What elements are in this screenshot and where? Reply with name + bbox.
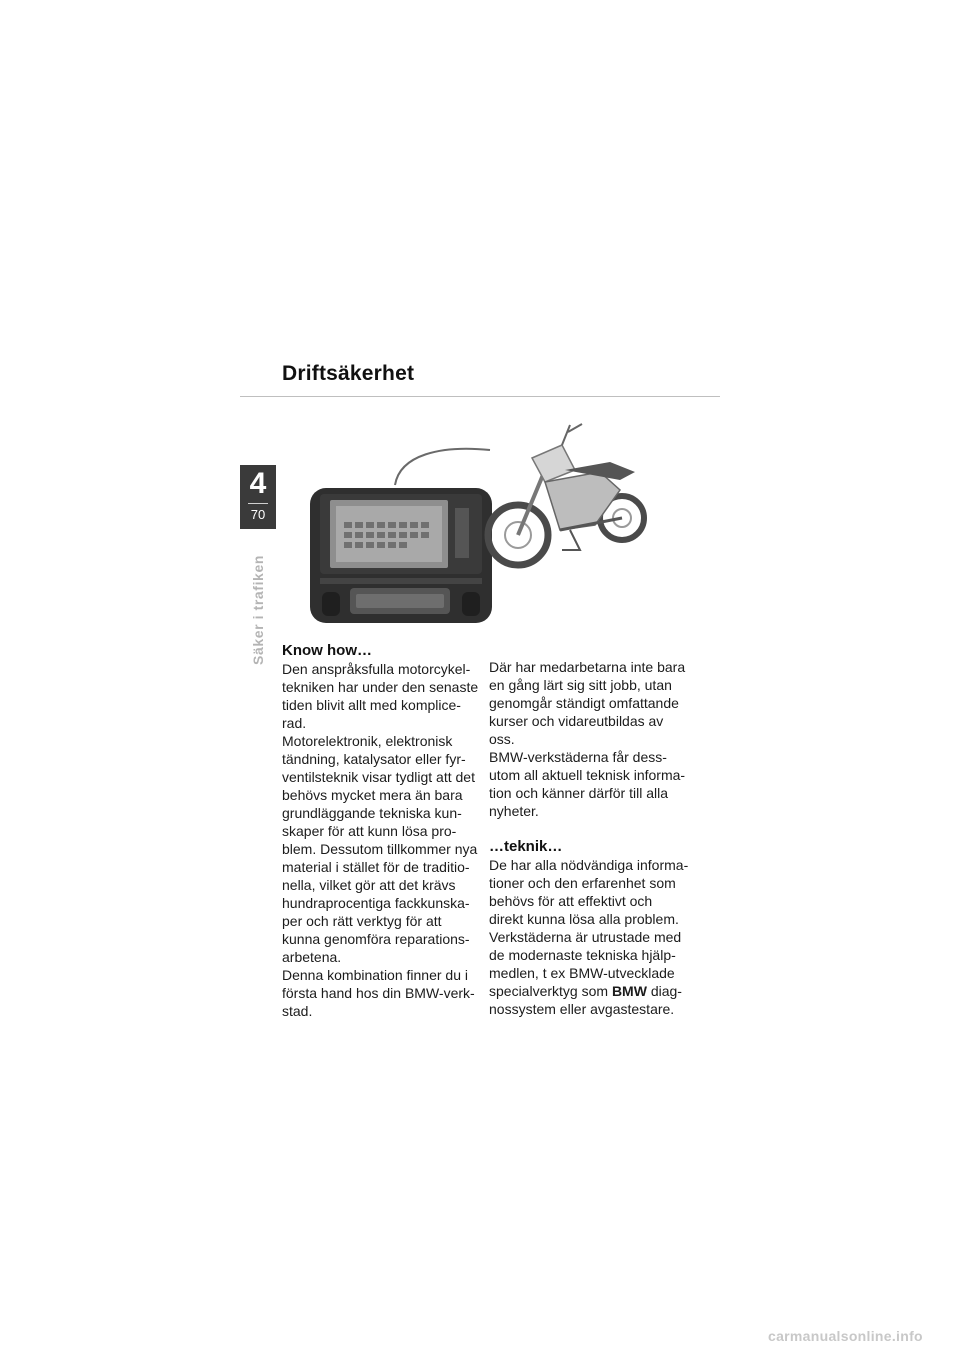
right-column — [489, 658, 689, 1018]
illustration-diagnostic-and-motorcycle — [300, 410, 660, 625]
left-line: arbetena. — [282, 949, 342, 965]
chapter-number: 4 — [249, 467, 267, 500]
left-line: nella, vilket gör att det krävs — [282, 877, 456, 893]
left-line: första hand hos din BMW-verk- — [282, 985, 475, 1001]
right-line-with-brand — [489, 982, 689, 1000]
know-how-heading: Know how… — [282, 642, 372, 659]
right-line: Verkstäderna är utrustade med — [489, 929, 682, 945]
motorcycle — [488, 424, 644, 565]
right-line: oss. — [489, 731, 515, 747]
left-line: skaper för att kunn lösa pro- — [282, 823, 457, 839]
chapter-divider — [248, 503, 268, 504]
right-line: medlen, t ex BMW-utvecklade — [489, 965, 675, 981]
chapter-tab — [240, 465, 276, 529]
left-line: tiden blivit allt med komplice- — [282, 697, 461, 713]
cable — [395, 449, 490, 485]
left-line: material i stället för de traditio- — [282, 859, 470, 875]
right-line: behövs för att effektivt och — [489, 893, 653, 909]
left-line: per och rätt verktyg för att — [282, 913, 442, 929]
section-gap — [489, 820, 689, 838]
watermark: carmanualsonline.info — [768, 1328, 923, 1344]
left-line: Motorelektronik, elektronisk — [282, 733, 453, 749]
right-line: tion och känner därför till alla — [489, 785, 668, 801]
right-line: BMW-verkstäderna får dess- — [489, 749, 667, 765]
page-title: Driftsäkerhet — [282, 362, 415, 385]
right-line: Där har medarbetarna inte bara — [489, 659, 686, 675]
left-column — [282, 642, 482, 1020]
left-line: hundraprocentiga fackkunska- — [282, 895, 470, 911]
left-line: kunna genomföra reparations- — [282, 931, 470, 947]
right-line: direkt kunna lösa alla problem. — [489, 911, 679, 927]
left-line: ventilsteknik visar tydligt att det — [282, 769, 475, 785]
left-line: Den anspråksfulla motorcykel- — [282, 661, 471, 677]
left-line: tekniken har under den senaste — [282, 679, 479, 695]
left-line: tändning, katalysator eller fyr- — [282, 751, 466, 767]
right-line: utom all aktuell teknisk informa- — [489, 767, 686, 783]
right-line: tioner och den erfarenhet som — [489, 875, 676, 891]
left-line: blem. Dessutom tillkommer nya — [282, 841, 478, 857]
bmw-brand-text: BMW — [611, 983, 647, 999]
right-line: De har alla nödvändiga informa- — [489, 857, 689, 873]
left-line: stad. — [282, 1003, 313, 1019]
left-line: grundläggande tekniska kun- — [282, 805, 462, 821]
line-text: diag- — [646, 983, 682, 999]
side-section-label: Säker i trafiken — [250, 555, 266, 665]
line-text: specialverktyg som — [489, 983, 612, 999]
left-line: rad. — [282, 715, 307, 731]
left-line: Denna kombination finner du i — [282, 967, 469, 983]
diagnostic-device — [310, 488, 492, 623]
right-line: kurser och vidareutbildas av — [489, 713, 664, 729]
teknik-heading: …teknik… — [489, 838, 563, 855]
title-rule — [240, 396, 720, 397]
right-line: en gång lärt sig sitt jobb, utan — [489, 677, 672, 693]
page-number: 70 — [250, 507, 266, 522]
right-line: nyheter. — [489, 803, 539, 819]
right-line: nossystem eller avgastestare. — [489, 1001, 675, 1017]
left-line: behövs mycket mera än bara — [282, 787, 463, 803]
right-line: genomgår ständigt omfattande — [489, 695, 679, 711]
right-line: de modernaste tekniska hjälp- — [489, 947, 676, 963]
